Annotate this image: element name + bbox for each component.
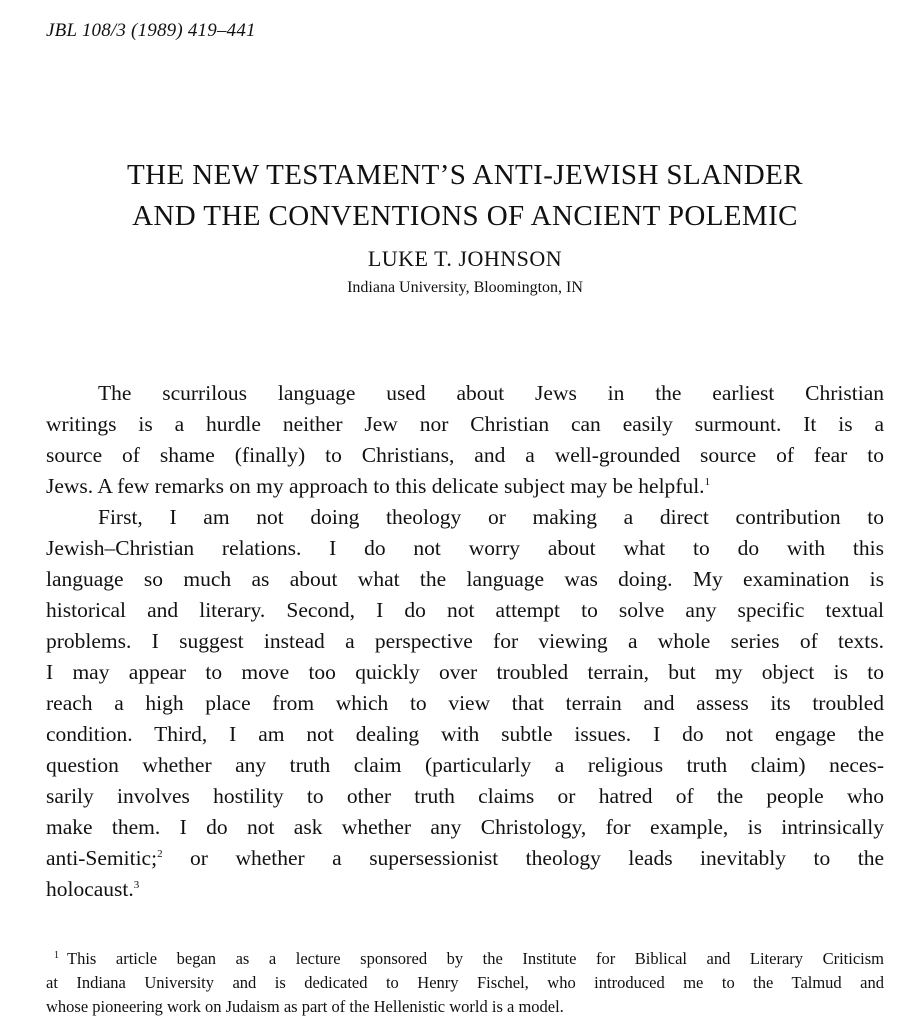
article-title-line-1: THE NEW TESTAMENT’S ANTI-JEWISH SLANDER <box>127 159 803 191</box>
text-line: problems. I suggest instead a perspective for viewing a whole series of texts. <box>46 629 884 653</box>
footnote-mark: 1 <box>54 949 59 961</box>
footnote-text: This article began as a lecture sponsored by the Institute for Biblical and Literary Criticism <box>67 949 884 968</box>
paragraph-2 <box>46 502 884 905</box>
article-title-line-2: AND THE CONVENTIONS OF ANCIENT POLEMIC <box>132 200 798 232</box>
text-line <box>46 874 884 905</box>
footnote-ref-2: 2 <box>157 847 163 860</box>
footnote-line: at Indiana University and is dedicated to Henry Fischel, who introduced me to the Talmud and <box>46 973 884 992</box>
footnote-ref-1: 1 <box>704 475 711 488</box>
text-line-content: holocaust. <box>46 877 134 901</box>
text-line: make them. I do not ask whether any Christology, for example, is intrinsically <box>46 815 884 839</box>
text-line: question whether any truth claim (particularly a religious truth claim) neces- <box>46 753 884 777</box>
text-line: Jewish–Christian relations. I do not worry about what to do with this <box>46 536 884 560</box>
text-line: sarily involves hostility to other truth claims or hatred of the people who <box>46 784 884 808</box>
text-line: source of shame (finally) to Christians, and a well-grounded source of fear to <box>46 443 884 467</box>
footnotes <box>46 947 884 1019</box>
text-line: The scurrilous language used about Jews in the earliest Christian <box>98 381 884 405</box>
footnote-ref-3: 3 <box>133 878 140 891</box>
text-line: historical and literary. Second, I do not attempt to solve any specific textual <box>46 598 884 622</box>
journal-reference: JBL 108/3 (1989) 419–441 <box>46 20 256 41</box>
text-line-content: or whether a supersessionist theology leads inevitably to the <box>190 846 884 870</box>
author-name: LUKE T. JOHNSON <box>367 246 563 271</box>
text-line-content: Jews. A few remarks on my approach to this delicate subject may be helpful. <box>46 474 705 498</box>
title-block <box>46 155 884 299</box>
text-line <box>46 843 884 874</box>
text-line: I may appear to move too quickly over troubled terrain, but my object is to <box>46 660 884 684</box>
article-body <box>46 378 884 905</box>
text-line-content: anti-Semitic; <box>46 846 158 870</box>
paragraph-1 <box>46 378 884 502</box>
text-line: First, I am not doing theology or making a direct contribution to <box>98 505 884 529</box>
footnote-line <box>46 947 884 971</box>
footnote-line: whose pioneering work on Judaism as part of the Hellenistic world is a model. <box>46 997 564 1016</box>
author-affiliation: Indiana University, Bloomington, IN <box>347 279 583 296</box>
text-line: language so much as about what the language was doing. My examination is <box>46 567 884 591</box>
text-line <box>46 471 884 502</box>
text-line: writings is a hurdle neither Jew nor Christian can easily surmount. It is a <box>46 412 884 436</box>
text-line: reach a high place from which to view that terrain and assess its troubled <box>46 691 884 715</box>
text-line: condition. Third, I am not dealing with subtle issues. I do not engage the <box>46 722 884 746</box>
